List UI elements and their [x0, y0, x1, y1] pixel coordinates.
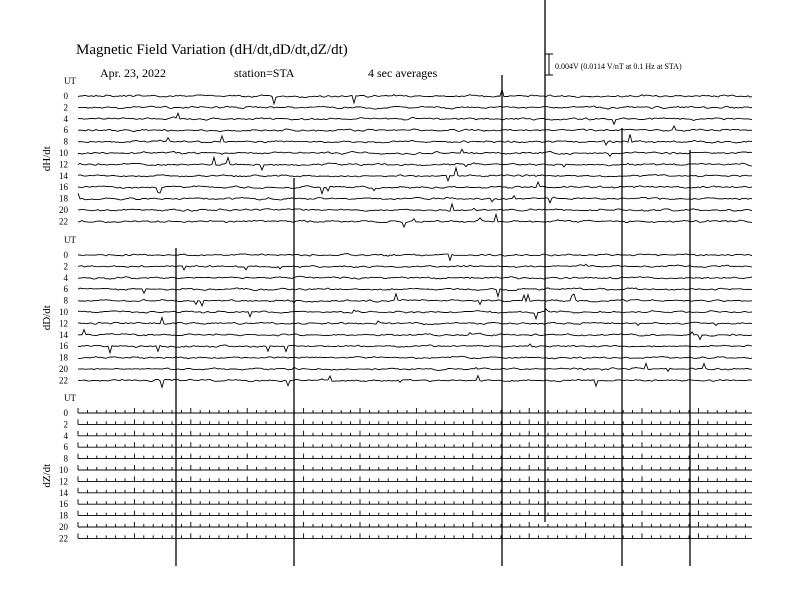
ut-hour-label: 16	[59, 182, 68, 193]
ut-hour-label: 8	[63, 453, 68, 464]
ut-hour-label: 2	[63, 419, 68, 430]
ut-hour-label: 2	[63, 261, 68, 272]
trace-line	[78, 182, 752, 194]
ut-hour-label: 22	[59, 216, 68, 227]
ut-hour-label: 14	[59, 487, 68, 498]
ut-hour-label: 8	[63, 136, 68, 147]
scale-label: 0.004V (0.0114 V/nT at 0.1 Hz at STA)	[555, 62, 682, 71]
trace-line	[78, 168, 752, 181]
ut-hour-label: 10	[59, 465, 68, 475]
panel-1	[41, 235, 752, 387]
ut-hour-label: 12	[59, 476, 68, 487]
ut-hour-label: 0	[63, 250, 68, 260]
trace-line	[78, 465, 752, 470]
ut-hour-label: 14	[59, 170, 68, 181]
trace-line	[78, 134, 752, 145]
chart-date: Apr. 23, 2022	[100, 66, 166, 80]
ut-hour-label: 6	[63, 125, 68, 136]
trace-line	[78, 376, 752, 388]
chart-averaging: 4 sec averages	[368, 66, 438, 80]
trace-line	[78, 204, 752, 212]
trace-line	[78, 113, 752, 124]
ut-hour-label: 0	[63, 91, 68, 101]
scale-bar	[545, 54, 553, 75]
trace-line	[78, 276, 752, 279]
panel-label: dH/dt	[41, 146, 53, 172]
ut-hour-label: 16	[59, 499, 68, 510]
ut-hour-label: 18	[59, 510, 68, 521]
ut-hour-label: 14	[59, 329, 68, 340]
trace-line	[78, 431, 752, 436]
trace-line	[78, 363, 752, 371]
panel-0	[41, 76, 752, 227]
ut-label: UT	[64, 235, 76, 245]
ut-hour-label: 16	[59, 341, 68, 352]
trace-line	[78, 193, 752, 203]
trace-line	[78, 318, 752, 326]
ut-hour-label: 4	[63, 272, 68, 283]
panel-label: dD/dt	[41, 305, 53, 331]
ut-hour-label: 22	[59, 375, 68, 386]
trace-line	[78, 309, 752, 319]
ut-hour-label: 20	[59, 522, 68, 532]
chart-title: Magnetic Field Variation (dH/dt,dD/dt,dZ/dt)	[76, 42, 348, 58]
trace-line	[78, 106, 752, 109]
ut-hour-label: 6	[63, 442, 68, 453]
ut-hour-label: 0	[63, 408, 68, 418]
ut-hour-label: 8	[63, 295, 68, 306]
ut-hour-label: 10	[59, 307, 68, 317]
trace-line	[78, 330, 752, 340]
panel-2	[41, 393, 752, 543]
trace-line	[78, 294, 752, 306]
trace-line	[78, 408, 752, 413]
trace-line	[78, 126, 752, 132]
trace-line	[78, 419, 752, 424]
trace-line	[78, 214, 752, 227]
ut-hour-label: 12	[59, 318, 68, 329]
trace-line	[78, 149, 752, 156]
ut-label: UT	[64, 76, 76, 86]
trace-line	[78, 454, 752, 459]
trace-line	[78, 488, 752, 493]
ut-hour-label: 22	[59, 533, 68, 544]
trace-line	[78, 264, 752, 270]
ut-hour-label: 12	[59, 159, 68, 170]
trace-line	[78, 90, 752, 104]
trace-line	[78, 442, 752, 447]
trace-line	[78, 499, 752, 504]
trace-line	[78, 511, 752, 516]
trace-line	[78, 254, 752, 261]
ut-hour-label: 10	[59, 148, 68, 158]
chart-station: station=STA	[234, 66, 295, 80]
trace-line	[78, 288, 752, 297]
trace-line	[78, 533, 752, 538]
panels-layer	[41, 76, 752, 543]
trace-line	[78, 344, 752, 353]
ut-hour-label: 20	[59, 364, 68, 374]
ut-hour-label: 6	[63, 284, 68, 295]
ut-label: UT	[64, 393, 76, 403]
trace-line	[78, 522, 752, 527]
trace-line	[78, 356, 752, 359]
ut-hour-label: 4	[63, 113, 68, 124]
ut-hour-label: 20	[59, 205, 68, 215]
ut-hour-label: 4	[63, 430, 68, 441]
panel-label: dZ/dt	[41, 463, 53, 488]
ut-hour-label: 2	[63, 102, 68, 113]
trace-line	[78, 476, 752, 481]
ut-hour-label: 18	[59, 352, 68, 363]
trace-line	[78, 157, 752, 170]
ut-hour-label: 18	[59, 193, 68, 204]
